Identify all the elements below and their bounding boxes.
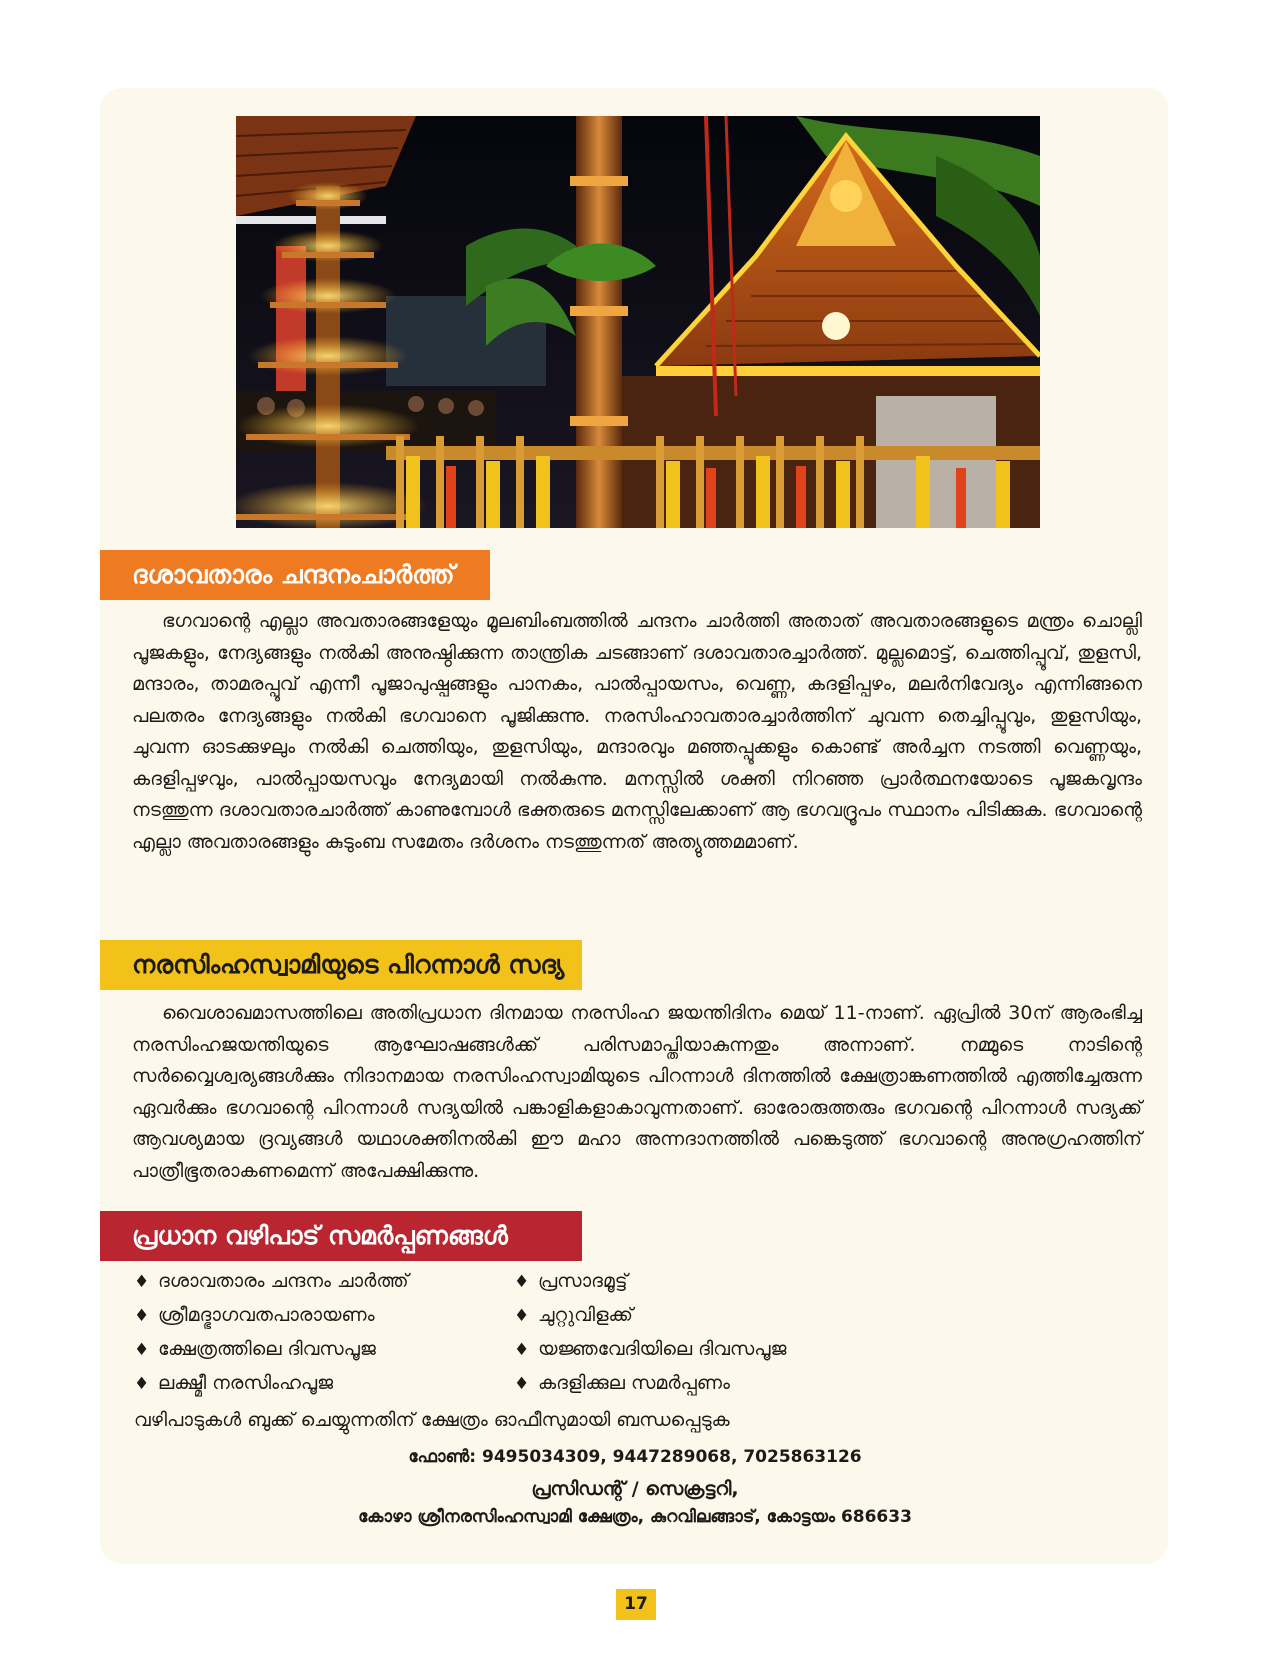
offering-label: ലക്ഷ്മീ നരസിംഹപൂജ: [158, 1372, 334, 1394]
section-heading-offerings: പ്രധാന വഴിപാട് സമർപ്പണങ്ങൾ: [100, 1211, 582, 1261]
diamond-bullet-icon: ♦: [514, 1306, 530, 1326]
offering-item: [514, 1300, 894, 1332]
signatory: പ്രസിഡന്റ് / സെക്രട്ടറി,: [531, 1478, 739, 1500]
section-heading-birthday-feast: നരസിംഹസ്വാമിയുടെ പിറന്നാൾ സദ്യ: [100, 940, 582, 990]
booking-note: വഴിപാടുകൾ ബുക്ക് ചെയ്യുന്നതിന് ക്ഷേത്രം ഓഫീസുമായി ബന്ധപ്പെടുക: [134, 1409, 730, 1431]
offering-item: [514, 1368, 894, 1400]
offering-label: ക്ഷേത്രത്തിലെ ദിവസപൂജ: [158, 1338, 376, 1360]
birthday-feast-paragraph: വൈശാഖമാസത്തിലെ അതിപ്രധാന ദിനമായ നരസിംഹ ജയന്തിദിനം മെയ് 11-നാണ്. ഏപ്രിൽ 30ന് ആരംഭിച്ച നരസിംഹജയന്തിയുടെ ആഘോഷങ്ങൾക്ക് പരിസമാപ്തിയാകുന്നതും അന്നാണ്. നമ്മുടെ നാടിന്റെ സർവ്വൈശ്വര്യങ്ങൾക്കും നിദാനമായ നരസിംഹസ്വാമിയുടെ പിറന്നാൾ ദിനത്തിൽ ക്ഷേത്രാങ്കണത്തിൽ എത്തിച്ചേരുന്ന ഏവർക്കും ഭഗവാന്റെ പിറന്നാൾ സദ്യയിൽ പങ്കാളികളാകാവുന്നതാണ്. ഓരോരുത്തരും ഭഗവന്റെ പിറന്നാൾ സദ്യക്ക് ആവശ്യമായ ദ്രവ്യങ്ങൾ യഥാശക്തിനൽകി ഈ മഹാ അന്നദാനത്തിൽ പങ്കെടുത്ത് ഭഗവാന്റെ അനുഗ്രഹത്തിന് പാത്രീഭൂതരാകണമെന്ന് അപേക്ഷിക്കുന്നു.: [132, 1002, 1142, 1182]
diamond-bullet-icon: ♦: [134, 1272, 150, 1292]
offering-label: ചുറ്റുവിളക്ക്: [538, 1304, 633, 1326]
offering-item: [134, 1368, 514, 1400]
diamond-bullet-icon: ♦: [134, 1306, 150, 1326]
temple-photo: [236, 116, 1040, 528]
temple-address: കോഴാ ശ്രീനരസിംഹസ്വാമി ക്ഷേത്രം, കുറവിലങ്ങാട്, കോട്ടയം 686633: [358, 1507, 912, 1527]
contact-phone: ഫോൺ: 9495034309, 9447289068, 7025863126: [408, 1447, 862, 1467]
offering-label: പ്രസാദമൂട്ട്: [538, 1270, 628, 1292]
offering-label: യജ്ഞവേദിയിലെ ദിവസപൂജ: [538, 1338, 787, 1360]
section-heading-dasavatharam: ദശാവതാരം ചന്ദനംചാർത്ത്: [100, 550, 490, 600]
diamond-bullet-icon: ♦: [134, 1374, 150, 1394]
offering-item: [134, 1334, 514, 1366]
offerings-list: [134, 1266, 894, 1400]
offering-item: [134, 1266, 514, 1298]
offering-item: [514, 1266, 894, 1298]
diamond-bullet-icon: ♦: [514, 1272, 530, 1292]
diamond-bullet-icon: ♦: [134, 1340, 150, 1360]
diamond-bullet-icon: ♦: [514, 1340, 530, 1360]
page-number: 17: [616, 1589, 656, 1620]
dasavatharam-paragraph: ഭഗവാന്റെ എല്ലാ അവതാരങ്ങളേയും മൂലബിംബത്തിൽ ചന്ദനം ചാർത്തി അതാത് അവതാരങ്ങളുടെ മന്ത്രം ചൊല്ലി പൂജകളും, നേദ്യങ്ങളും നൽകി അനുഷ്ഠിക്കുന്ന താന്ത്രിക ചടങ്ങാണ് ദശാവതാരച്ചാർത്ത്. മുല്ലമൊട്ട്, ചെത്തിപ്പൂവ്, തുളസി, മന്ദാരം, താമരപ്പൂവ് എന്നീ പൂജാപുഷ്പങ്ങളും പാനകം, പാൽപ്പായസം, വെണ്ണ, കദളിപ്പഴം, മലർനിവേദ്യം എന്നിങ്ങനെ പലതരം നേദ്യങ്ങളും നൽകി ഭഗവാനെ പൂജിക്കുന്നു. നരസിംഹാവതാരച്ചാർത്തിന് ചുവന്ന തെച്ചിപ്പൂവും, തുളസിയും, ചുവന്ന ഓടക്കുഴലും നൽകി ചെത്തിയും, തുളസിയും, മന്ദാരവും മഞ്ഞപ്പൂക്കളും കൊണ്ട് അർച്ചന നടത്തി വെണ്ണയും, കദളിപ്പഴവും, പാൽപ്പായസവും നേദ്യമായി നൽകുന്നു. മനസ്സിൽ ശക്തി നിറഞ്ഞ പ്രാർത്ഥനയോടെ പൂജകവൃന്ദം നടത്തുന്ന ദശാവതാരചാർത്ത് കാണുമ്പോൾ ഭക്തരുടെ മനസ്സിലേക്കാണ് ആ ഭഗവദ്രൂപം സ്ഥാനം പിടിക്കുക. ഭഗവാന്റെ എല്ലാ അവതാരങ്ങളും കുടുംബ സമേതം ദർശനം നടത്തുന്നത് അത്യുത്തമമാണ്.: [132, 610, 1142, 853]
offering-item: [134, 1300, 514, 1332]
offering-label: കദളിക്കുല സമർപ്പണം: [538, 1372, 730, 1394]
offering-item: [514, 1334, 894, 1366]
offering-label: ശ്രീമദ്ഭാഗവതപാരായണം: [158, 1304, 375, 1326]
diamond-bullet-icon: ♦: [514, 1374, 530, 1394]
offering-label: ദശാവതാരം ചന്ദനം ചാർത്ത്: [158, 1270, 409, 1292]
